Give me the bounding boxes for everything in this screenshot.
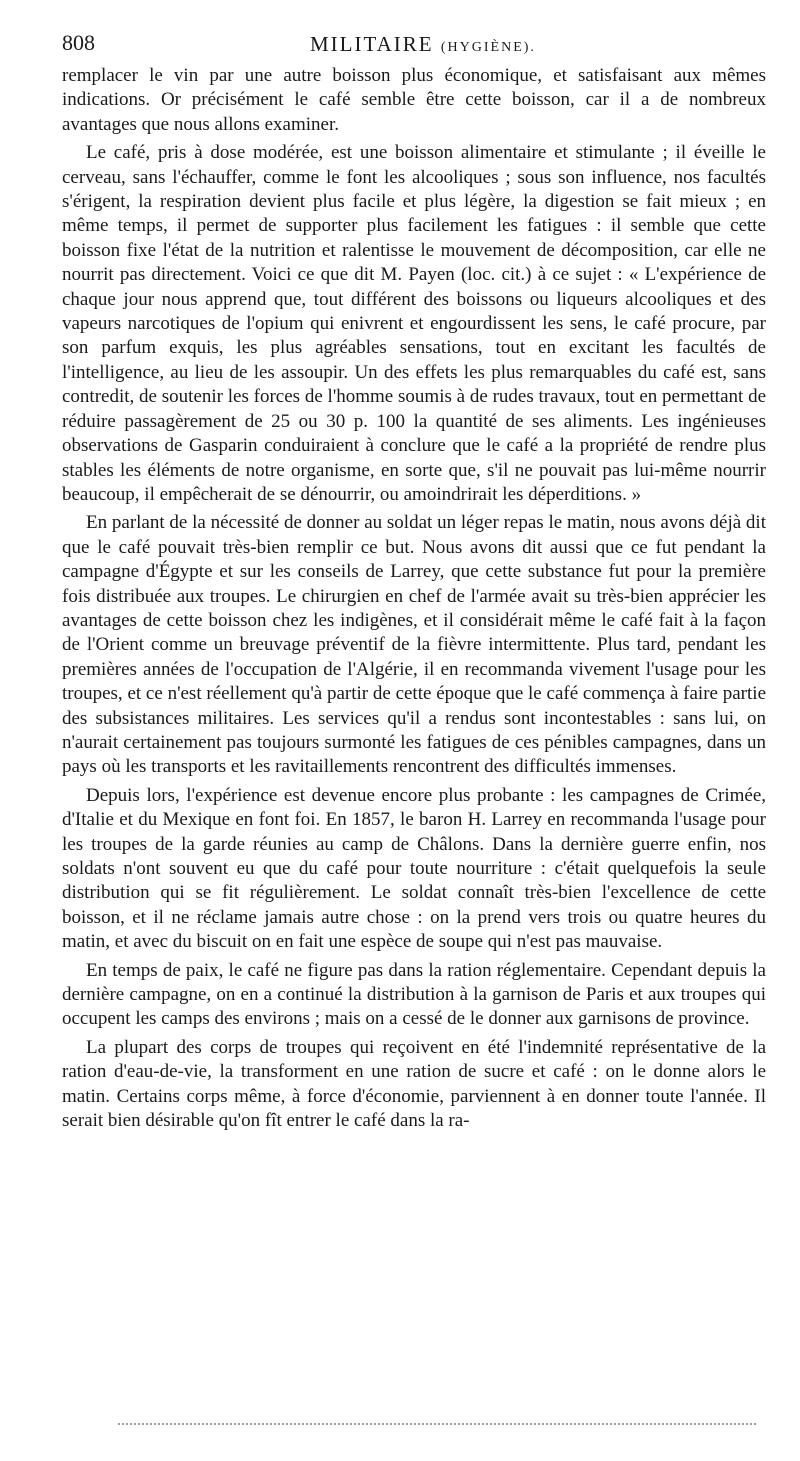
running-title [310,32,536,57]
paragraph-later-campaigns: Depuis lors, l'expérience est devenue encore plus probante : les campagnes de Crimée, d'Italie et du Mexique en font foi. En 1857, le baron H. Larrey en recommanda l'usage pour les troupes de la garde réunies au camp de Châlons. Dans la dernière guerre enfin, nos soldats n'ont souvent eu que du café pour toute nourriture : c'était quelquefois la seule distribution qui se fit régulièrement. Le soldat connaît très-bien l'excellence de cette boisson, et il ne réclame jamais autre chose : on la prend vers trois ou quatre heures du matin, et avec du biscuit on en fait une espèce de soupe qui n'est pas mauvaise. [62,784,766,953]
paragraph-troop-rations: La plupart des corps de troupes qui reçoivent en été l'indemnité représentative de la ration d'eau-de-vie, la transforment en une ration de sucre et café : on le donne alors le matin. Certains corps même, à force d'économie, parviennent à en donner toute l'année. Il serait bien désirable qu'on fît entrer le café dans la ra- [62,1036,766,1132]
running-head [62,30,760,60]
footer-dotted-rule [118,1423,756,1425]
paragraph-continuation: remplacer le vin par une autre boisson plus économique, et satisfaisant aux mêmes indications. Or précisément le café semble être cette boisson, car il a de nombreux avantages que nous allons examiner. [62,65,766,135]
paragraph-cafe-effects: Le café, pris à dose modérée, est une boisson alimentaire et stimulante ; il éveille le cerveau, sans l'échauffer, comme le font les alcooliques ; sous son influence, nos facultés s'érigent, la respiration devient plus facile et plus légère, la digestion se fait mieux ; en même temps, il permet de supporter plus facilement les fatigues : il semble que cette boisson fixe l'état de la nutrition et ralentisse le mouvement de décomposition, car elle ne nourrit pas directement. Voici ce que dit M. Payen (loc. cit.) à ce sujet : « L'expérience de chaque jour nous apprend que, tout différent des boissons ou liqueurs alcooliques et des vapeurs narcotiques de l'opium qui enivrent et engourdissent les sens, le café procure, par son parfum exquis, les plus agréables sensations, tout en excitant les facultés de l'intelligence, au lieu de les assoupir. Un des effets les plus remarquables du café est, sans contredit, de soutenir les forces de l'homme soumis à de rudes travaux, tout en permettant de réduire passagèrement de 25 ou 30 p. 100 la quantité de ses aliments. Les ingénieuses observations de Gasparin conduiraient à conclure que le café a la propriété de rendre plus stables les éléments de notre organisme, en sorte que, s'il ne pouvait pas lui-même nourrir beaucoup, il empêcherait de se dénourrir, ou amoindrirait les déperditions. » [62,142,766,505]
running-title-subtitle: (HYGIÈNE). [440,40,536,55]
running-title-main: MILITAIRE [310,32,434,56]
paragraph-peacetime: En temps de paix, le café ne figure pas dans la ration réglementaire. Cependant depuis la dernière campagne, on en a continué la distribution à la garnison de Paris et aux troupes qui occupent les camps des environs ; mais on a cessé de le donner aux garnisons de province. [62,959,766,1030]
page-number: 808 [62,30,95,55]
paragraph-egypt-campaign: En parlant de la nécessité de donner au soldat un léger repas le matin, nous avons déjà dit que le café pouvait très-bien remplir ce but. Nous avons dit aussi que ce fut pendant la campagne d'Égypte et sur les conseils de Larrey, que cette substance fut pour la première fois distribuée aux troupes. Le chirurgien en chef de l'armée avait su très-bien apprécier les avantages de cette boisson chez les indigènes, et il considérait même le café fait à la façon de l'Orient comme un breuvage préventif de la fièvre intermittente. Plus tard, pendant les premières années de l'occupation de l'Algérie, il en recommanda vivement l'usage pour les troupes, et ce n'est réellement qu'à partir de cette époque que le café commença à faire partie des subsistances militaires. Les services qu'il a rendus sont incontestables : sans lui, on n'aurait certainement pas toujours surmonté les fatigues de ces pénibles campagnes, dans un pays où les transports et les ravitaillements rencontrent des difficultés immenses. [62,512,766,778]
body-text [62,64,766,1133]
